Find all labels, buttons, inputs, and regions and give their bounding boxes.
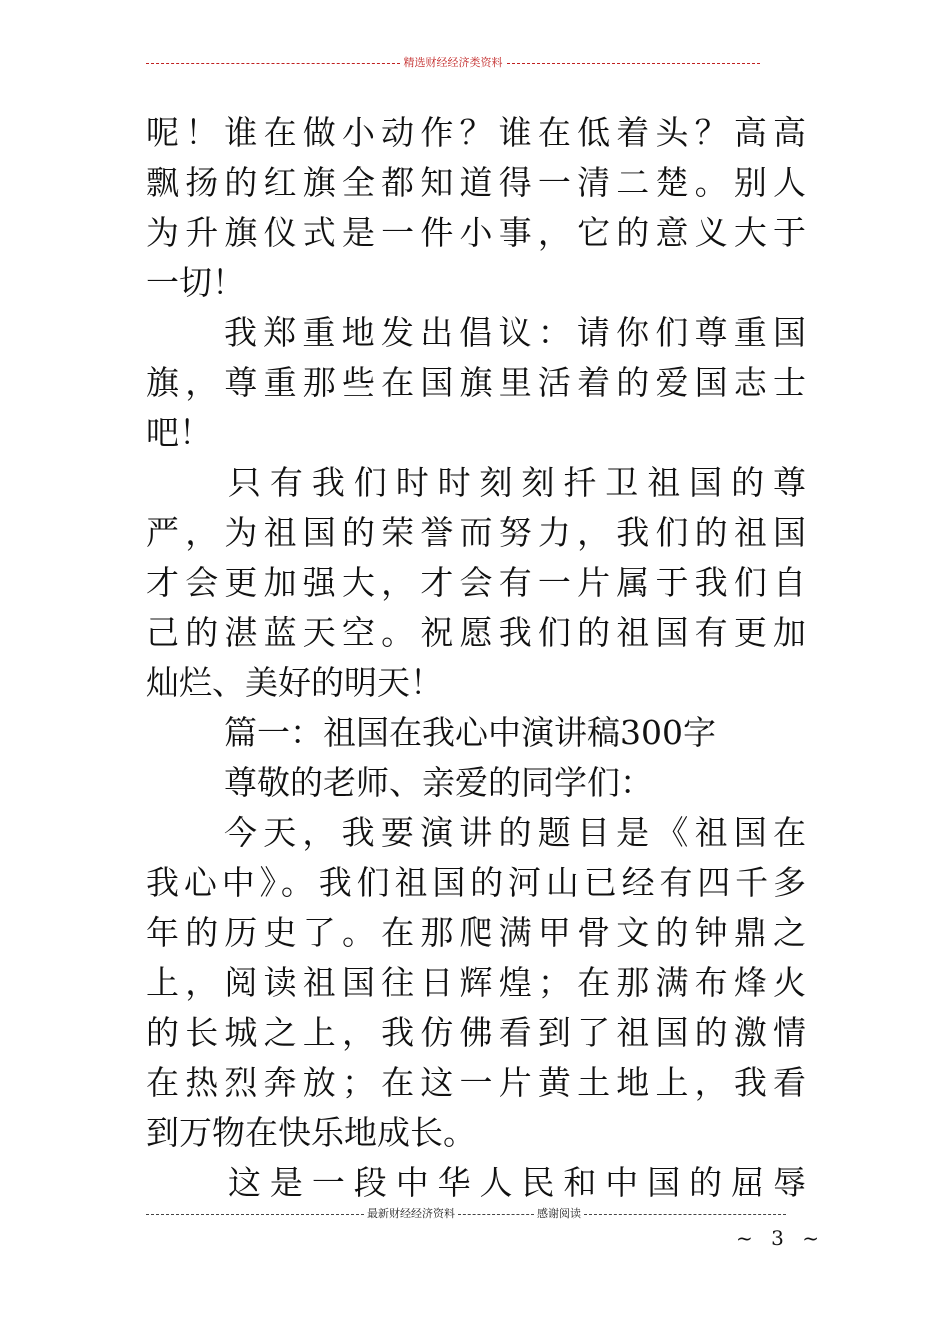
footer-rule (146, 1207, 786, 1221)
body-line: 尊敬的老师、亲爱的同学们： (224, 763, 653, 802)
body-line: 才会更加强大，才会有一片属于我们自 (146, 563, 806, 602)
body-line: 篇一：祖国在我心中演讲稿300字 (224, 713, 716, 752)
body-line: 到万物在快乐地成长。 (146, 1113, 476, 1152)
document-body (146, 108, 806, 1208)
header-dash-right (507, 63, 761, 64)
body-line: 灿烂、美好的明天！ (146, 663, 443, 702)
body-line: 吧！ (146, 413, 212, 452)
header-dash-left (146, 63, 400, 64)
body-line: 己的湛蓝天空。祝愿我们的祖国有更加 (146, 613, 806, 652)
body-line: 严，为祖国的荣誉而努力，我们的祖国 (146, 513, 806, 552)
header-label: 精选财经经济类资料 (403, 56, 503, 69)
header-rule (146, 56, 760, 70)
body-line: 只有我们时时刻刻扦卫祖国的尊 (228, 463, 806, 502)
page-number: ~ 3 ~ (736, 1226, 825, 1250)
body-line: 这是一段中华人民和中国的屈辱 (228, 1163, 806, 1202)
body-line: 旗，尊重那些在国旗里活着的爱国志士 (146, 363, 806, 402)
footer-dash-middle (458, 1214, 534, 1215)
body-line: 飘扬的红旗全都知道得一清二楚。别人 (146, 163, 806, 202)
body-line: 年的历史了。在那爬满甲骨文的钟鼎之 (146, 913, 806, 952)
body-line: 的长城之上，我仿佛看到了祖国的激情 (146, 1013, 806, 1052)
body-line: 为升旗仪式是一件小事，它的意义大于 (146, 213, 806, 252)
footer-dash-left (146, 1214, 364, 1215)
body-line: 呢！谁在做小动作？谁在低着头？高高 (146, 113, 806, 152)
footer-right-label: 感谢阅读 (537, 1207, 581, 1220)
body-line: 上，阅读祖国往日辉煌；在那满布烽火 (146, 963, 806, 1002)
body-line: 我心中》。我们祖国的河山已经有四千多 (146, 863, 806, 902)
body-line: 在热烈奔放；在这一片黄土地上，我看 (146, 1063, 806, 1102)
footer-dash-right (584, 1214, 786, 1215)
body-line: 我郑重地发出倡议：请你们尊重国 (224, 313, 806, 352)
body-line: 一切！ (146, 263, 245, 302)
body-line: 今天，我要演讲的题目是《祖国在 (224, 813, 806, 852)
footer-left-label: 最新财经经济资料 (367, 1207, 455, 1220)
